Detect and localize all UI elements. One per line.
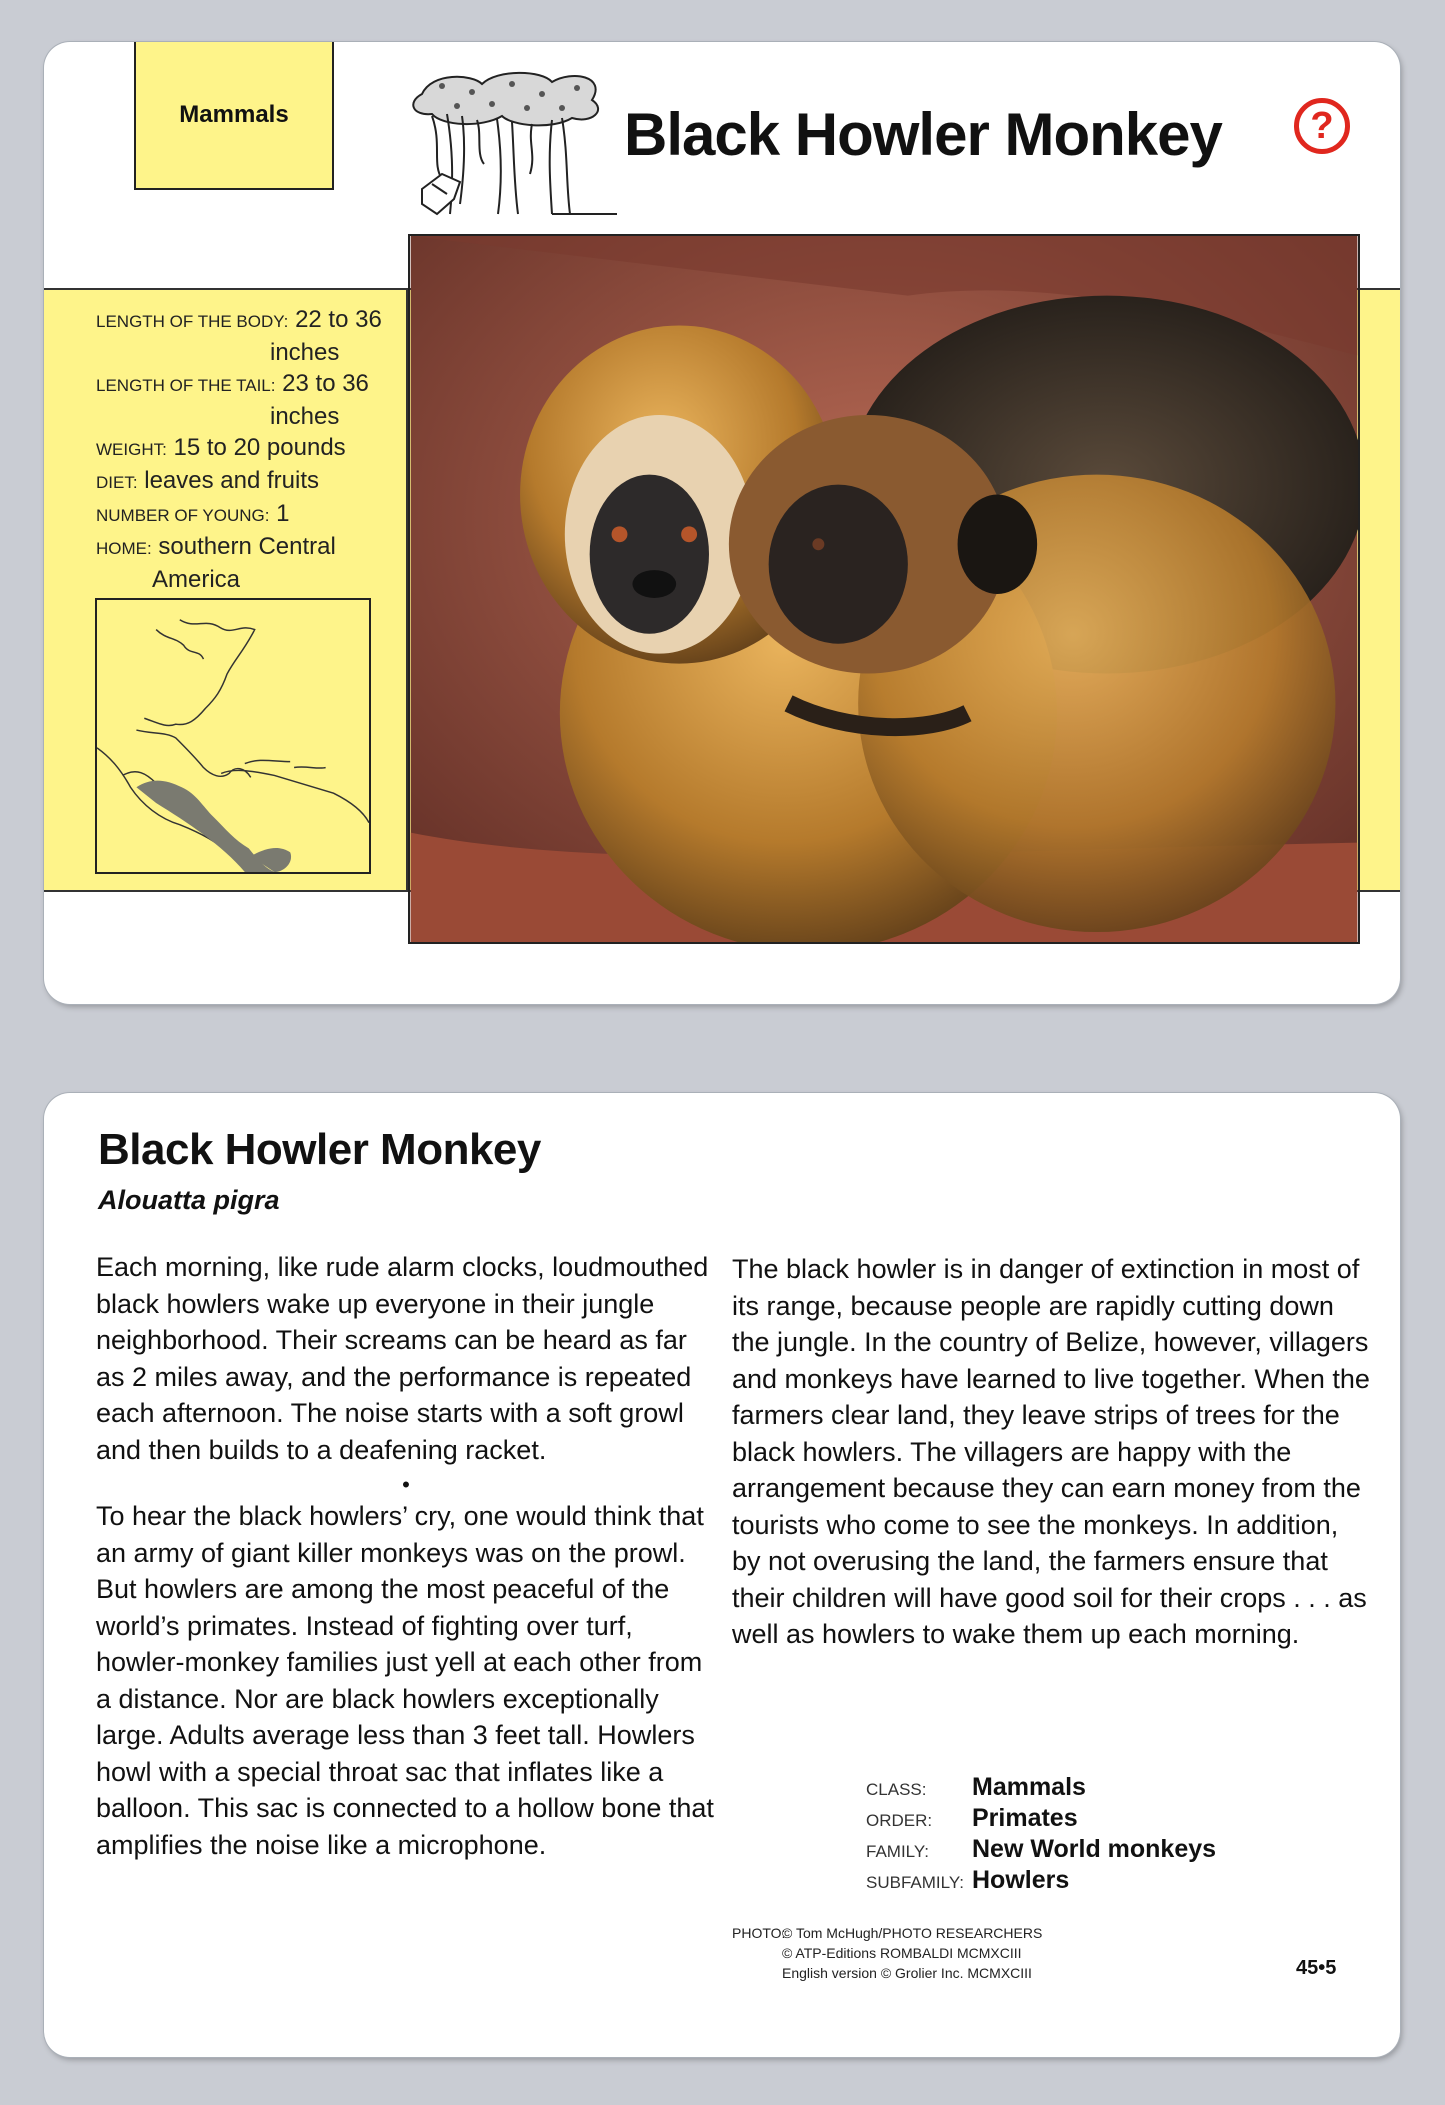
taxonomy-row: ORDER: Primates — [866, 1804, 1078, 1832]
question-mark-icon: ? — [1294, 98, 1350, 154]
fact-home: HOME: southern Central — [96, 533, 336, 560]
page-title: Black Howler Monkey — [624, 101, 1222, 168]
fact-young: NUMBER OF YOUNG: 1 — [96, 500, 290, 527]
paragraph-separator: • — [402, 1472, 410, 1497]
taxonomy-table — [866, 1773, 1216, 1897]
card-number: 45•5 — [1296, 1957, 1337, 1979]
scientific-name: Alouatta pigra — [98, 1185, 280, 1215]
category-tab — [134, 42, 334, 190]
fact-body-length-cont: inches — [270, 339, 340, 366]
fact-tail-length-cont: inches — [270, 403, 340, 430]
taxonomy-row: CLASS: Mammals — [866, 1773, 1086, 1801]
fact-weight: WEIGHT: 15 to 20 pounds — [96, 434, 346, 461]
paragraph: Each morning, like rude alarm clocks, loudmouthed black howlers wake up everyone in their jungle neighborhood. Their screams can be heard as far as 2 miles away, and the performance is repeated each afternoon. The noise starts with a soft growl and then builds to a deafening racket. — [96, 1252, 709, 1465]
front-card — [44, 42, 1400, 1004]
fact-tail-length: LENGTH OF THE TAIL: 23 to 36 — [96, 370, 369, 397]
monkey-photo — [408, 234, 1360, 944]
taxonomy-row: SUBFAMILY: Howlers — [866, 1866, 1070, 1894]
back-title: Black Howler Monkey — [98, 1125, 541, 1174]
paragraph: The black howler is in danger of extinction in most of its range, because people are rapidly cutting down the jungle. In the country of Belize, however, villagers and monkeys have learned to live together. When the farmers clear land, they leave strips of trees for the black howlers. The villagers are happy with the arrangement because they can earn money from the tourists who come to see the monkeys. In addition, by not overusing the land, the farmers ensure that their children will have good soil for their crops . . . as well as howlers to wake them up each morning. — [732, 1254, 1370, 1649]
paragraph: To hear the black howlers’ cry, one would think that an army of giant killer monkeys was on the prowl. But howlers are among the most peaceful of the world’s primates. Instead of fighting over turf, howler-monkey families just yell at each other from a distance. Nor are black howlers exceptionally large. Adults average less than 3 feet tall. Howlers howl with a special throat sac that inflates like a balloon. This sac is connected to a hollow bone that amplifies the noise like a microphone. — [96, 1501, 714, 1860]
fact-home-cont: America — [152, 566, 241, 593]
category-label: Mammals — [179, 101, 289, 128]
rainforest-tree-icon — [402, 64, 632, 224]
range-map — [95, 598, 371, 874]
fact-body-length: LENGTH OF THE BODY: 22 to 36 — [96, 306, 382, 333]
right-column — [732, 1251, 1372, 1653]
facts-list — [96, 304, 386, 595]
left-column — [96, 1249, 716, 1863]
taxonomy-row: FAMILY: New World monkeys — [866, 1835, 1217, 1863]
photo-credits: PHOTO:© Tom McHugh/PHOTO RESEARCHERS © ATP-Editions ROMBALDI MCMXCIII English version © Grolier Inc. MCMXCIII — [732, 1925, 1043, 1981]
back-card — [44, 1093, 1400, 2057]
fact-diet: DIET: leaves and fruits — [96, 467, 319, 494]
